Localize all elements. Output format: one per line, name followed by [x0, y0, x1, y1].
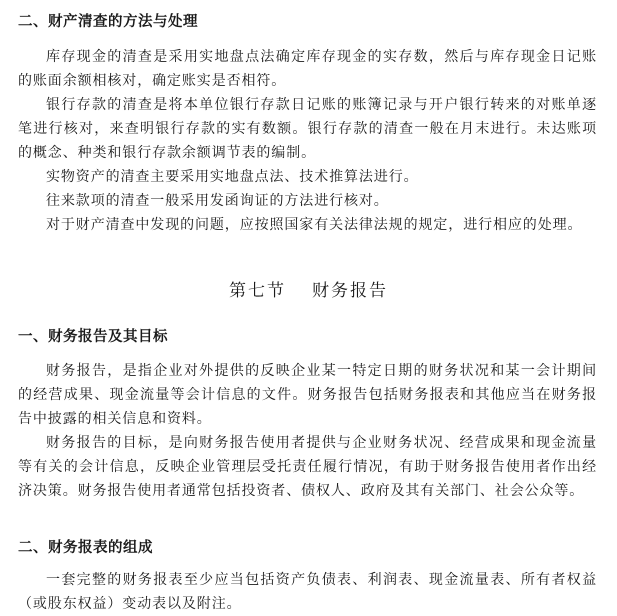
section-heading-statement-composition: 二、财务报表的组成	[18, 540, 153, 556]
chapter-title	[0, 276, 617, 301]
paragraph-statement-composition: 一套完整的财务报表至少应当包括资产负债表、利润表、现金流量表、所有者权益（或股东权益）变动表以及附注。	[18, 572, 597, 612]
paragraph-receivables-check: 往来款项的清查一般采用发函询证的方法进行核对。	[46, 193, 389, 209]
paragraph-cash-check: 库存现金的清查是采用实地盘点法确定库存现金的实存数，然后与库存现金日记账的账面余额相核对，确定账实是否相符。	[18, 49, 597, 89]
paragraph-bank-deposit-check: 银行存款的清查是将本单位银行存款日记账的账簿记录与开户银行转来的对账单逐笔进行核对，来查明银行存款的实有数额。银行存款的清查一般在月末进行。未达账项的概念、种类和银行存款余额调节表的编制。	[18, 97, 597, 161]
paragraph-physical-asset-check: 实物资产的清查主要采用实地盘点法、技术推算法进行。	[46, 169, 419, 185]
chapter-number: 第七节	[229, 281, 286, 301]
chapter-name: 财务报告	[312, 281, 388, 301]
paragraph-report-definition: 财务报告，是指企业对外提供的反映企业某一特定日期的财务状况和某一会计期间的经营成果、现金流量等会计信息的文件。财务报告包括财务报表和其他应当在财务报告中披露的相关信息和资料。	[18, 363, 597, 427]
paragraph-report-objective: 财务报告的目标，是向财务报告使用者提供与企业财务状况、经营成果和现金流量等有关的会计信息，反映企业管理层受托责任履行情况，有助于财务报告使用者作出经济决策。财务报告使用者通常包括投资者、债权人、政府及其有关部门、社会公众等。	[18, 435, 597, 499]
paragraph-issue-handling: 对于财产清查中发现的问题，应按照国家有关法律法规的规定，进行相应的处理。	[46, 217, 583, 233]
section-heading-property-check: 二、财产清查的方法与处理	[18, 14, 198, 30]
section-heading-financial-report: 一、财务报告及其目标	[18, 329, 168, 345]
